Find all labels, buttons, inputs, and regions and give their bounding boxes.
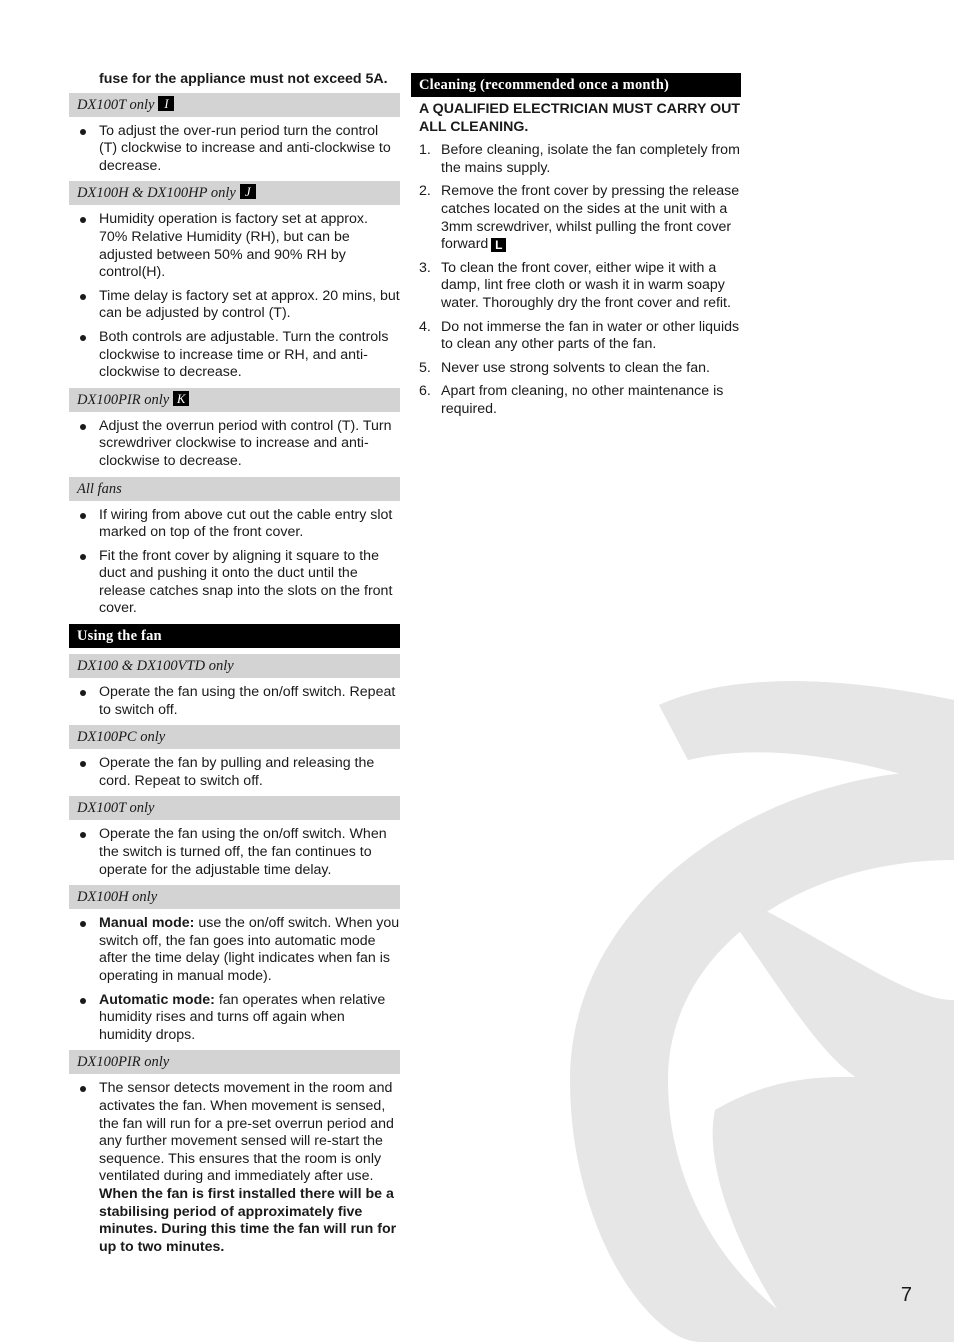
cleaning-step: [411, 260, 741, 313]
list-item: [69, 915, 400, 985]
cleaning-heading: Cleaning (recommended once a month): [411, 73, 741, 97]
left-column: [69, 71, 400, 1262]
cleaning-steps: [411, 142, 741, 418]
step-text: Apart from cleaning, no other maintenance is required.: [441, 383, 724, 417]
list-item: [69, 288, 400, 323]
figure-ref: J: [240, 184, 256, 199]
cleaning-step: [411, 142, 741, 177]
list-item: [69, 826, 400, 879]
section: [69, 93, 400, 176]
item-text: fan operates when relative humidity rises and turns off again when humidity drops.: [99, 991, 386, 1043]
bullet-list: [69, 507, 400, 619]
section-heading-text: DX100 & DX100VTD only: [77, 658, 234, 675]
step-number: 6.: [419, 383, 431, 400]
step-text: Never use strong solvents to clean the fan.: [441, 359, 710, 376]
section: [69, 796, 400, 879]
step-number: 5.: [419, 359, 431, 376]
item-text: Fit the front cover by aligning it square to the duct and pushing it onto the duct until the release catches snap into the slots on the front cover.: [99, 547, 393, 617]
fuse-note: fuse for the appliance must not exceed 5A.: [99, 71, 388, 87]
section: [69, 654, 400, 719]
step-text: Do not immerse the fan in water or other liquids to clean any other parts of the fan.: [441, 318, 740, 353]
step-text: To clean the front cover, either wipe it with a damp, lint free cloth or wash it in warm soapy water. Thoroughly dry the front cover and refit.: [441, 259, 731, 311]
cleaning-step: [411, 383, 741, 418]
list-item: [69, 211, 400, 281]
section-heading: [69, 181, 400, 205]
using-sections: [69, 654, 400, 1256]
list-item: [69, 418, 400, 471]
using-the-fan-heading: Using the fan: [69, 624, 400, 648]
section: [69, 1050, 400, 1256]
section: [69, 477, 400, 619]
item-text: The sensor detects movement in the room and activates the fan. When movement is sensed, the fan will run for a pre-set overrun period and any further movement sensed will re-start the sequence. This ensures that the room is only ventilated during and immediately after use.: [99, 1080, 394, 1185]
section-heading: [69, 1050, 400, 1074]
bullet-list: [69, 755, 400, 790]
bullet-list: [69, 684, 400, 719]
bullet-list: [69, 915, 400, 1044]
item-text: Operate the fan using the on/off switch. When the switch is turned off, the fan continues to operate for the adjustable time delay.: [99, 826, 387, 878]
item-text: Adjust the overrun period with control (T). Turn screwdriver clockwise to increase and anti-clockwise to decrease.: [99, 417, 392, 469]
list-item: [69, 992, 400, 1045]
section-heading: [69, 477, 400, 501]
list-item: [69, 507, 400, 542]
bullet-list: [69, 123, 400, 176]
figure-ref: L: [491, 238, 506, 252]
figure-ref: I: [158, 96, 174, 111]
list-item: [69, 123, 400, 176]
list-item: [69, 548, 400, 618]
step-number: 4.: [419, 318, 431, 335]
section-heading: [69, 93, 400, 117]
section-heading: [69, 796, 400, 820]
right-column: [411, 73, 741, 425]
cleaning-step: [411, 183, 741, 253]
section-heading-text: DX100H only: [77, 889, 158, 906]
bullet-list: [69, 418, 400, 471]
section-heading: [69, 885, 400, 909]
step-text: Before cleaning, isolate the fan completely from the mains supply.: [441, 142, 740, 176]
step-number: 1.: [419, 142, 431, 159]
section: [69, 388, 400, 471]
list-item: [69, 684, 400, 719]
section-heading-text: DX100H & DX100HP only: [77, 185, 236, 202]
list-item: [69, 1080, 400, 1256]
item-text: Humidity operation is factory set at approx. 70% Relative Humidity (RH), but can be adjusted between 50% and 90% RH by control(H).: [99, 211, 368, 281]
item-bold-after: When the fan is first installed there will be a stabilising period of approximately five minutes. During this time the fan will run for up to two minutes.: [99, 1185, 397, 1255]
section: [69, 725, 400, 790]
item-text: To adjust the over-run period turn the control (T) clockwise to increase and anti-clockwise to decrease.: [99, 122, 391, 174]
item-bold: Manual mode:: [99, 915, 195, 932]
list-item: [69, 329, 400, 382]
item-text: use the on/off switch. When you switch off, the fan goes into automatic mode after the time delay (light indicates when fan is operating in manual mode).: [99, 915, 400, 984]
section: [69, 181, 400, 381]
section-heading-text: DX100PC only: [77, 729, 166, 746]
section-heading-text: DX100T only: [77, 96, 155, 113]
bullet-list: [69, 826, 400, 879]
bullet-list: [69, 211, 400, 381]
step-number: 2.: [419, 183, 431, 200]
section-heading-text: All fans: [77, 480, 122, 497]
list-item: [69, 755, 400, 790]
section-heading: [69, 388, 400, 412]
step-text: Remove the front cover by pressing the release catches located on the sides at the unit with a 3mm screwdriver, whilst pulling the front cover forward: [441, 183, 740, 253]
cleaning-warning: A QUALIFIED ELECTRICIAN MUST CARRY OUT ALL CLEANING.: [419, 101, 741, 135]
setup-sections: [69, 93, 400, 618]
cleaning-step: [411, 360, 741, 378]
item-text: Both controls are adjustable. Turn the controls clockwise to increase time or RH, and anti-clockwise to decrease.: [99, 328, 389, 381]
section-heading: [69, 725, 400, 749]
section-heading-text: DX100PIR only: [77, 391, 170, 408]
section-heading-text: DX100T only: [77, 800, 155, 817]
page-number: 7: [900, 1284, 912, 1306]
bullet-list: [69, 1080, 400, 1256]
section: [69, 885, 400, 1044]
section-heading-text: DX100PIR only: [77, 1054, 170, 1071]
item-bold: Automatic mode:: [99, 991, 215, 1008]
item-text: Time delay is factory set at approx. 20 mins, but can be adjusted by control (T).: [99, 287, 400, 322]
figure-ref: K: [173, 391, 189, 406]
item-text: If wiring from above cut out the cable entry slot marked on top of the front cover.: [99, 506, 393, 541]
cleaning-step: [411, 319, 741, 354]
item-text: Operate the fan using the on/off switch. Repeat to switch off.: [99, 684, 396, 718]
section-heading: [69, 654, 400, 678]
item-text: Operate the fan by pulling and releasing the cord. Repeat to switch off.: [99, 755, 375, 789]
step-number: 3.: [419, 259, 431, 276]
